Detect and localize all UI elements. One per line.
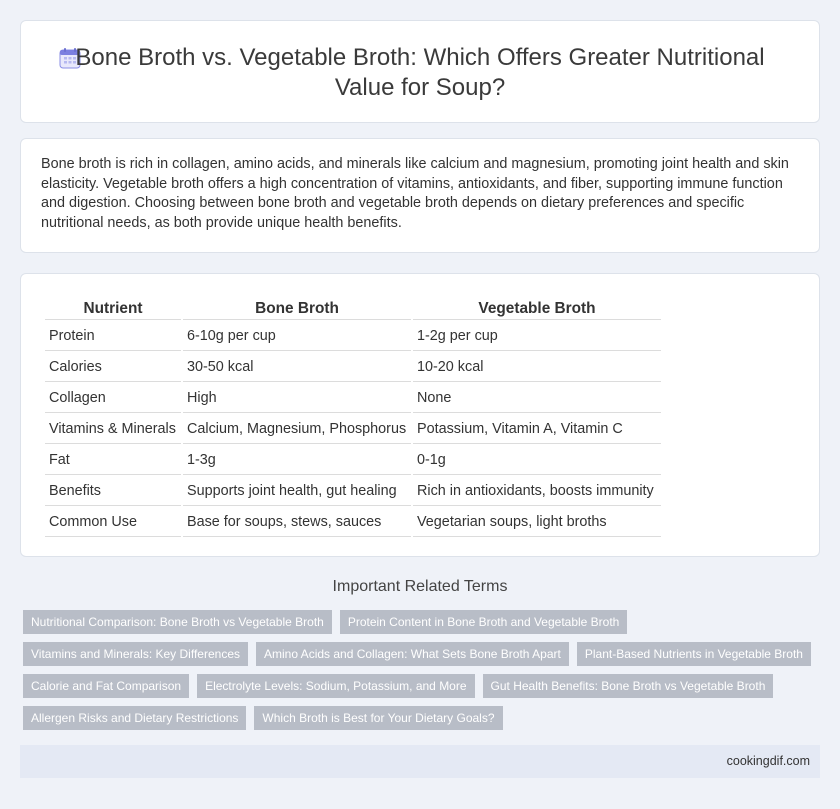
table-row [45,477,661,506]
related-term-tag[interactable]: Which Broth is Best for Your Dietary Goals? [254,706,502,730]
related-term-tag[interactable]: Nutritional Comparison: Bone Broth vs Vegetable Broth [23,610,332,634]
footer-site-link[interactable]: cookingdif.com [726,754,810,768]
table-cell: Vitamins & Minerals [45,415,181,444]
tag-row [23,674,823,698]
comparison-table [43,296,663,539]
table-cell: 6-10g per cup [183,322,411,351]
tag-row [23,610,823,634]
table-cell: Fat [45,446,181,475]
table-cell: Calories [45,353,181,382]
intro-card [20,138,820,253]
table-row [45,353,661,382]
related-terms-list [23,610,823,738]
table-cell: Vegetarian soups, light broths [413,508,661,537]
table-row [45,322,661,351]
comparison-table-card [20,273,820,557]
related-term-tag[interactable]: Vitamins and Minerals: Key Differences [23,642,248,666]
related-term-tag[interactable]: Protein Content in Bone Broth and Vegetable Broth [340,610,628,634]
table-cell: 1-2g per cup [413,322,661,351]
footer [20,745,820,778]
table-cell: 1-3g [183,446,411,475]
tag-row [23,642,823,666]
header-vegetable-broth: Vegetable Broth [413,298,661,320]
page-title: Bone Broth vs. Vegetable Broth: Which Offers Greater Nutritional Value for Soup? [75,44,765,101]
related-term-tag[interactable]: Amino Acids and Collagen: What Sets Bone Broth Apart [256,642,569,666]
table-row [45,415,661,444]
table-cell: Common Use [45,508,181,537]
table-cell: 0-1g [413,446,661,475]
table-cell: None [413,384,661,413]
table-cell: Benefits [45,477,181,506]
table-cell: Rich in antioxidants, boosts immunity [413,477,661,506]
table-cell: Potassium, Vitamin A, Vitamin C [413,415,661,444]
header-nutrient: Nutrient [45,298,181,320]
related-term-tag[interactable]: Calorie and Fat Comparison [23,674,189,698]
table-cell: High [183,384,411,413]
table-cell: Protein [45,322,181,351]
table-cell: 30-50 kcal [183,353,411,382]
table-cell: Calcium, Magnesium, Phosphorus [183,415,411,444]
header-card [20,20,820,123]
header-bone-broth: Bone Broth [183,298,411,320]
related-term-tag[interactable]: Gut Health Benefits: Bone Broth vs Vegetable Broth [483,674,774,698]
table-row [45,508,661,537]
related-term-tag[interactable]: Allergen Risks and Dietary Restrictions [23,706,246,730]
tag-row [23,706,823,730]
table-header-row [45,298,661,320]
related-terms-heading: Important Related Terms [332,578,508,595]
table-row [45,384,661,413]
related-term-tag[interactable]: Electrolyte Levels: Sodium, Potassium, and More [197,674,474,698]
table-cell: Base for soups, stews, sauces [183,508,411,537]
related-term-tag[interactable]: Plant-Based Nutrients in Vegetable Broth [577,642,811,666]
table-cell: Supports joint health, gut healing [183,477,411,506]
intro-paragraph: Bone broth is rich in collagen, amino acids, and minerals like calcium and magnesium, promoting joint health and skin elasticity. Vegetable broth offers a high concentration of vitamins, antioxidants, and fiber, supporting immune function and digestion. Choosing between bone broth and vegetable broth depends on dietary preferences and specific nutritional needs, as both provide unique health benefits. [41,156,789,231]
table-cell: Collagen [45,384,181,413]
table-cell: 10-20 kcal [413,353,661,382]
table-row [45,446,661,475]
